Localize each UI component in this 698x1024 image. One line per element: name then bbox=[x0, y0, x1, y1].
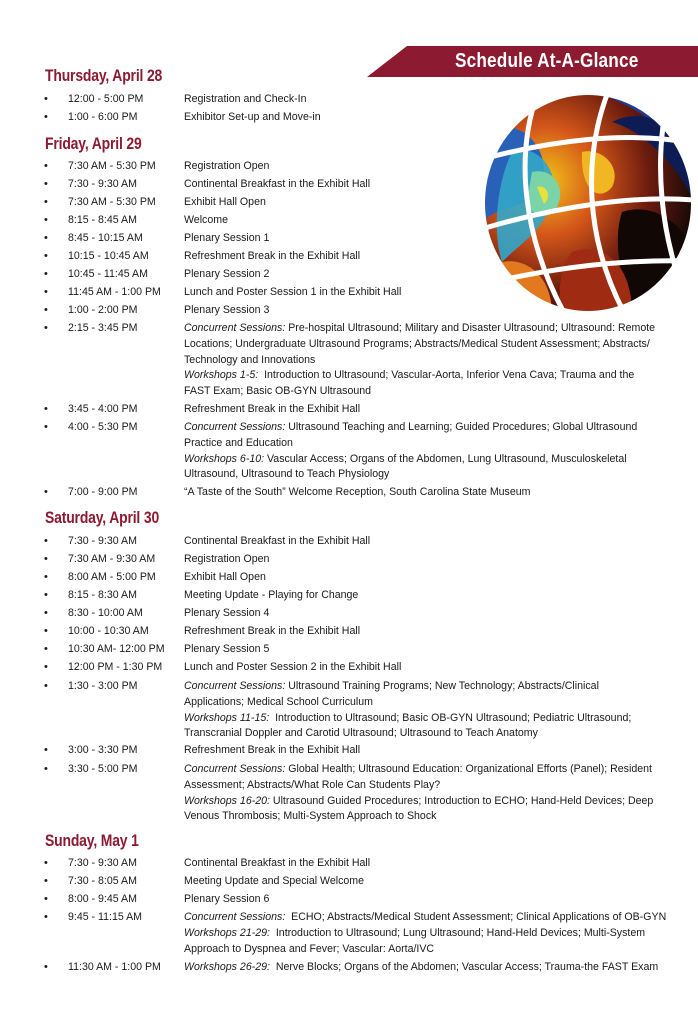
schedule-time: 3:45 - 4:00 PM bbox=[68, 403, 138, 415]
description-line bbox=[184, 778, 658, 794]
description-text: “A Taste of the South” Welcome Reception, South Carolina State Museum bbox=[184, 486, 531, 498]
session-label: Concurrent Sessions: bbox=[184, 911, 286, 923]
header-banner bbox=[367, 46, 698, 77]
description-text: Refreshment Break in the Exhibit Hall bbox=[184, 403, 361, 415]
description-line bbox=[184, 588, 658, 604]
bullet-icon: • bbox=[44, 589, 48, 601]
description-text: Continental Breakfast in the Exhibit Hall bbox=[184, 535, 371, 547]
schedule-description bbox=[184, 402, 658, 418]
description-line bbox=[184, 695, 658, 711]
bullet-icon: • bbox=[44, 93, 48, 105]
bullet-icon: • bbox=[44, 486, 48, 498]
description-line bbox=[184, 856, 658, 872]
bullet-icon: • bbox=[44, 214, 48, 226]
bullet-icon: • bbox=[44, 178, 48, 190]
description-text: Applications; Medical School Curriculum bbox=[184, 695, 374, 708]
description-text: Meeting Update and Special Welcome bbox=[184, 875, 365, 887]
description-text: Refreshment Break in the Exhibit Hall bbox=[184, 744, 361, 756]
description-line bbox=[184, 195, 658, 211]
description-line bbox=[184, 762, 658, 778]
description-line bbox=[184, 353, 658, 369]
description-line bbox=[184, 552, 658, 568]
description-text: Meeting Update - Playing for Change bbox=[184, 589, 359, 601]
description-line bbox=[184, 910, 667, 926]
bullet-icon: • bbox=[44, 196, 48, 208]
description-line bbox=[184, 726, 658, 742]
description-text: Plenary Session 2 bbox=[184, 268, 270, 280]
bullet-icon: • bbox=[44, 421, 48, 433]
bullet-icon: • bbox=[44, 625, 48, 637]
schedule-description bbox=[184, 762, 658, 825]
schedule-description bbox=[184, 874, 658, 890]
schedule-time: 10:00 - 10:30 AM bbox=[68, 625, 149, 637]
schedule-description bbox=[184, 660, 658, 676]
description-text: Refreshment Break in the Exhibit Hall bbox=[184, 625, 361, 637]
bullet-icon: • bbox=[44, 322, 48, 334]
description-line bbox=[184, 368, 658, 384]
description-text: Ultrasound Training Programs; New Technology; Abstracts/Clinical bbox=[285, 680, 599, 692]
session-label: Concurrent Sessions: bbox=[184, 680, 286, 692]
description-text: Refreshment Break in the Exhibit Hall bbox=[184, 250, 361, 262]
bullet-icon: • bbox=[44, 232, 48, 244]
description-line bbox=[184, 436, 658, 452]
description-text: Registration Open bbox=[184, 160, 270, 172]
description-text: Ultrasound, Ultrasound to Teach Physiology bbox=[184, 468, 390, 481]
description-line bbox=[184, 743, 658, 759]
schedule-description bbox=[184, 679, 658, 742]
schedule-time: 7:30 - 9:30 AM bbox=[68, 535, 137, 547]
description-text: Exhibit Hall Open bbox=[184, 196, 266, 208]
description-text: Plenary Session 6 bbox=[184, 893, 270, 905]
description-text: Approach to Dyspnea and Fever; Vascular: Aorta/IVC bbox=[184, 942, 435, 955]
schedule-description bbox=[184, 420, 658, 483]
schedule-time: 7:30 AM - 9:30 AM bbox=[68, 553, 156, 565]
day-heading: Thursday, April 28 bbox=[45, 66, 163, 85]
schedule-time: 4:00 - 5:30 PM bbox=[68, 421, 138, 433]
bullet-icon: • bbox=[44, 643, 48, 655]
description-text: Venous Thrombosis; Multi-System Approach to Shock bbox=[184, 810, 437, 823]
description-line bbox=[184, 420, 658, 436]
description-text: Pre-hospital Ultrasound; Military and Disaster Ultrasound; Ultrasound: Remote bbox=[285, 322, 656, 334]
session-label: Concurrent Sessions: bbox=[184, 322, 286, 334]
description-line bbox=[184, 467, 658, 483]
schedule-description bbox=[184, 892, 658, 908]
schedule-description bbox=[184, 321, 658, 400]
bullet-icon: • bbox=[44, 744, 48, 756]
description-line bbox=[184, 794, 658, 810]
description-text: Continental Breakfast in the Exhibit Hall bbox=[184, 857, 371, 869]
schedule-time: 7:30 - 9:30 AM bbox=[68, 857, 137, 869]
description-line bbox=[184, 606, 658, 622]
bullet-icon: • bbox=[44, 661, 48, 673]
description-line bbox=[184, 159, 658, 175]
schedule-time: 7:30 AM - 5:30 PM bbox=[68, 196, 156, 208]
schedule-description bbox=[184, 588, 658, 604]
description-text: Transcranial Doppler and Carotid Ultrasound; Ultrasound to Teach Anatomy bbox=[184, 727, 538, 740]
description-text: Registration and Check-In bbox=[184, 93, 307, 105]
schedule-description bbox=[184, 195, 658, 211]
description-line bbox=[184, 660, 658, 676]
schedule-description bbox=[184, 856, 658, 872]
description-line bbox=[184, 231, 658, 247]
schedule-description bbox=[184, 177, 658, 193]
bullet-icon: • bbox=[44, 680, 48, 692]
schedule-description bbox=[184, 910, 667, 957]
description-text: Ultrasound Guided Procedures; Introduction to ECHO; Hand-Held Devices; Deep bbox=[269, 794, 654, 807]
description-text: Global Health; Ultrasound Education: Organizational Efforts (Panel); Resident bbox=[285, 763, 652, 775]
bullet-icon: • bbox=[44, 250, 48, 262]
schedule-time: 8:00 - 9:45 AM bbox=[68, 893, 137, 905]
schedule-time: 7:30 AM - 5:30 PM bbox=[68, 160, 156, 172]
bullet-icon: • bbox=[44, 535, 48, 547]
schedule-description bbox=[184, 743, 658, 759]
description-text: FAST Exam; Basic OB-GYN Ultrasound bbox=[184, 385, 372, 398]
schedule-time: 7:00 - 9:00 PM bbox=[68, 486, 138, 498]
description-text: Ultrasound Teaching and Learning; Guided Procedures; Global Ultrasound bbox=[285, 421, 638, 433]
description-line bbox=[184, 874, 658, 890]
session-label: Workshops 1-5: bbox=[184, 369, 259, 382]
description-text: Assessment; Abstracts/What Role Can Students Play? bbox=[184, 778, 441, 791]
day-heading: Friday, April 29 bbox=[45, 134, 142, 153]
bullet-icon: • bbox=[44, 111, 48, 123]
description-text: Plenary Session 5 bbox=[184, 643, 270, 655]
description-text: Technology and Innovations bbox=[184, 353, 316, 366]
description-line bbox=[184, 624, 658, 640]
bullet-icon: • bbox=[44, 607, 48, 619]
description-line bbox=[184, 642, 658, 658]
session-label: Concurrent Sessions: bbox=[184, 763, 286, 775]
description-text: Practice and Education bbox=[184, 436, 293, 449]
description-line bbox=[184, 384, 658, 400]
description-line bbox=[184, 485, 658, 501]
description-text: Nerve Blocks; Organs of the Abdomen; Vascular Access; Trauma-the FAST Exam bbox=[269, 961, 659, 973]
description-text: Continental Breakfast in the Exhibit Hall bbox=[184, 178, 371, 190]
schedule-description bbox=[184, 231, 658, 247]
schedule-description bbox=[184, 960, 658, 976]
session-label: Workshops 26-29: bbox=[184, 961, 270, 973]
schedule-time: 8:15 - 8:30 AM bbox=[68, 589, 137, 601]
description-line bbox=[184, 809, 658, 825]
session-label: Concurrent Sessions: bbox=[184, 421, 286, 433]
bullet-icon: • bbox=[44, 553, 48, 565]
session-label: Workshops 11-15: bbox=[184, 711, 270, 724]
description-line bbox=[184, 960, 658, 976]
description-text: Welcome bbox=[184, 214, 228, 226]
schedule-time: 8:45 - 10:15 AM bbox=[68, 232, 143, 244]
description-text: Vascular Access; Organs of the Abdomen, Lung Ultrasound, Musculoskeletal bbox=[264, 452, 627, 465]
description-text: ECHO; Abstracts/Medical Student Assessment; Clinical Applications of OB-GYN bbox=[285, 911, 667, 923]
schedule-time: 8:15 - 8:45 AM bbox=[68, 214, 137, 226]
bullet-icon: • bbox=[44, 304, 48, 316]
bullet-icon: • bbox=[44, 875, 48, 887]
description-line bbox=[184, 534, 658, 550]
description-text: Introduction to Ultrasound; Vascular-Aorta, Inferior Vena Cava; Trauma and the bbox=[258, 369, 635, 382]
schedule-time: 10:30 AM- 12:00 PM bbox=[68, 643, 165, 655]
bullet-icon: • bbox=[44, 857, 48, 869]
schedule-description bbox=[184, 267, 658, 283]
description-line bbox=[184, 110, 658, 126]
schedule-time: 11:45 AM - 1:00 PM bbox=[68, 286, 161, 298]
page-title: Schedule At-A-Glance bbox=[455, 50, 639, 72]
bullet-icon: • bbox=[44, 961, 48, 973]
bullet-icon: • bbox=[44, 268, 48, 280]
schedule-description bbox=[184, 570, 658, 586]
description-text: Plenary Session 1 bbox=[184, 232, 270, 244]
bullet-icon: • bbox=[44, 571, 48, 583]
bullet-icon: • bbox=[44, 160, 48, 172]
description-line bbox=[184, 321, 658, 337]
day-heading: Sunday, May 1 bbox=[45, 831, 139, 850]
schedule-description bbox=[184, 485, 658, 501]
schedule-time: 2:15 - 3:45 PM bbox=[68, 322, 138, 334]
schedule-time: 7:30 - 9:30 AM bbox=[68, 178, 137, 190]
description-line bbox=[184, 177, 658, 193]
description-text: Exhibitor Set-up and Move-in bbox=[184, 111, 321, 123]
schedule-description bbox=[184, 159, 658, 175]
schedule-time: 10:15 - 10:45 AM bbox=[68, 250, 149, 262]
bullet-icon: • bbox=[44, 763, 48, 775]
schedule-time: 7:30 - 8:05 AM bbox=[68, 875, 137, 887]
description-text: Locations; Undergraduate Ultrasound Programs; Abstracts/Medical Student Assessment; Abstracts/ bbox=[184, 337, 650, 350]
schedule-time: 8:30 - 10:00 AM bbox=[68, 607, 143, 619]
description-line bbox=[184, 249, 658, 265]
schedule-time: 12:00 - 5:00 PM bbox=[68, 93, 144, 105]
schedule-time: 1:00 - 2:00 PM bbox=[68, 304, 138, 316]
description-text: Introduction to Ultrasound; Lung Ultrasound; Hand-Held Devices; Multi-System bbox=[269, 926, 646, 939]
schedule-time: 11:30 AM - 1:00 PM bbox=[68, 961, 161, 973]
description-line bbox=[184, 892, 658, 908]
description-text: Registration Open bbox=[184, 553, 270, 565]
description-line bbox=[184, 942, 658, 958]
description-text: Lunch and Poster Session 1 in the Exhibit Hall bbox=[184, 286, 402, 298]
schedule-time: 10:45 - 11:45 AM bbox=[68, 268, 148, 280]
description-line bbox=[184, 452, 658, 468]
schedule-description bbox=[184, 552, 658, 568]
day-heading: Saturday, April 30 bbox=[45, 508, 160, 527]
bullet-icon: • bbox=[44, 893, 48, 905]
schedule-time: 9:45 - 11:15 AM bbox=[68, 911, 143, 923]
description-line bbox=[184, 213, 658, 229]
schedule-description bbox=[184, 110, 658, 126]
schedule-description bbox=[184, 249, 658, 265]
schedule-description bbox=[184, 642, 658, 658]
schedule-description bbox=[184, 606, 658, 622]
schedule-description bbox=[184, 534, 658, 550]
schedule-time: 1:30 - 3:00 PM bbox=[68, 680, 138, 692]
schedule-description bbox=[184, 624, 658, 640]
schedule-description bbox=[184, 92, 658, 108]
schedule-time: 1:00 - 6:00 PM bbox=[68, 111, 138, 123]
description-line bbox=[184, 711, 658, 727]
schedule-time: 8:00 AM - 5:00 PM bbox=[68, 571, 156, 583]
description-line bbox=[184, 402, 658, 418]
bullet-icon: • bbox=[44, 286, 48, 298]
description-text: Exhibit Hall Open bbox=[184, 571, 266, 583]
schedule-time: 3:00 - 3:30 PM bbox=[68, 744, 138, 756]
schedule-time: 12:00 PM - 1:30 PM bbox=[68, 661, 163, 673]
description-text: Plenary Session 4 bbox=[184, 607, 270, 619]
description-text: Introduction to Ultrasound; Basic OB-GYN Ultrasound; Pediatric Ultrasound; bbox=[269, 711, 632, 724]
description-text: Lunch and Poster Session 2 in the Exhibit Hall bbox=[184, 661, 402, 673]
description-line bbox=[184, 679, 658, 695]
session-label: Workshops 21-29: bbox=[184, 926, 270, 939]
schedule-description bbox=[184, 303, 658, 319]
session-label: Workshops 6-10: bbox=[184, 452, 265, 465]
bullet-icon: • bbox=[44, 403, 48, 415]
schedule-time: 3:30 - 5:00 PM bbox=[68, 763, 138, 775]
schedule-description bbox=[184, 213, 658, 229]
description-line bbox=[184, 267, 658, 283]
description-line bbox=[184, 92, 658, 108]
description-line bbox=[184, 570, 658, 586]
description-line bbox=[184, 926, 658, 942]
description-line bbox=[184, 303, 658, 319]
description-line bbox=[184, 285, 658, 301]
bullet-icon: • bbox=[44, 911, 48, 923]
session-label: Workshops 16-20: bbox=[184, 794, 270, 807]
description-line bbox=[184, 337, 658, 353]
schedule-description bbox=[184, 285, 658, 301]
description-text: Plenary Session 3 bbox=[184, 304, 270, 316]
